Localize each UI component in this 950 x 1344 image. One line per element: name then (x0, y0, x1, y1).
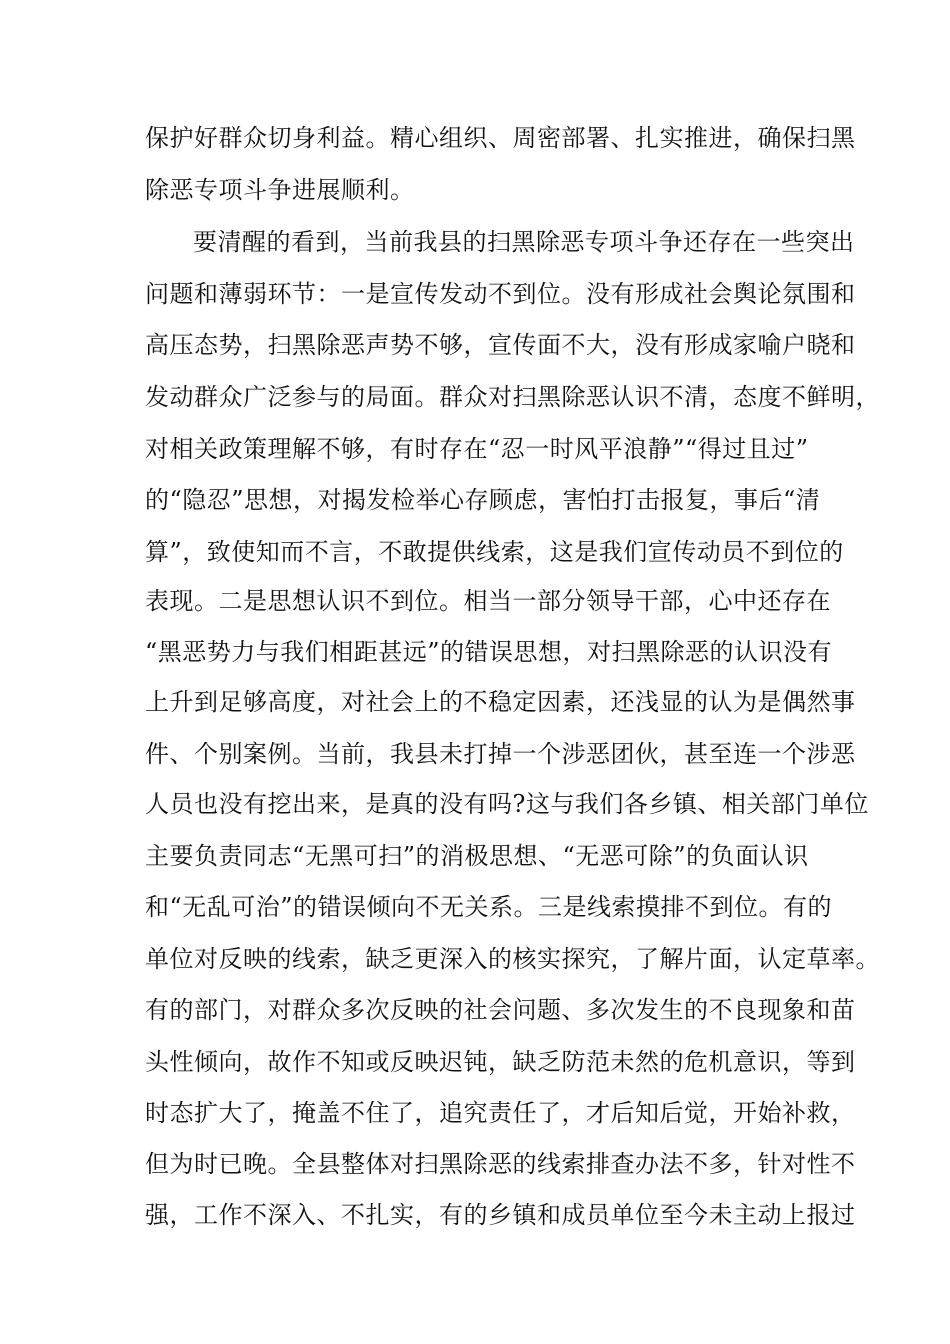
text-line: 时态扩大了，掩盖不住了，追究责任了，才后知后觉，开始补救， (145, 1099, 856, 1127)
text-line: 强，工作不深入、不扎实，有的乡镇和成员单位至今未主动上报过 (145, 1201, 856, 1229)
text-line: 上升到足够高度，对社会上的不稳定因素，还浅显的认为是偶然事 (145, 688, 856, 716)
paragraph-start-line: 要清醒的看到，当前我县的扫黑除恶专项斗争还存在一些突出 (193, 228, 855, 256)
text-line: 单位对反映的线索，缺乏更深入的核实探究，了解片面，认定草率。 (145, 945, 880, 973)
text-line: 算”，致使知而不言，不敢提供线索，这是我们宣传动员不到位的 (145, 538, 844, 566)
text-line: 发动群众广泛参与的局面。群众对扫黑除恶认识不清，态度不鲜明， (145, 383, 880, 411)
text-line: 问题和薄弱环节：一是宣传发动不到位。没有形成社会舆论氛围和 (145, 280, 856, 308)
text-line: 但为时已晚。全县整体对扫黑除恶的线索排查办法不多，针对性不 (145, 1150, 856, 1178)
text-line: 表现。二是思想认识不到位。相当一部分领导干部，心中还存在 (145, 587, 831, 615)
text-line: 高压态势，扫黑除恶声势不够，宣传面不大，没有形成家喻户晓和 (145, 331, 856, 359)
text-line: 头性倾向，故作不知或反映迟钝，缺乏防范未然的危机意识，等到 (145, 1048, 856, 1076)
text-line: 件、个别案例。当前，我县未打掉一个涉恶团伙，甚至连一个涉恶 (145, 740, 856, 768)
text-line: 除恶专项斗争进展顺利。 (145, 176, 415, 204)
text-line: 人员也没有挖出来，是真的没有吗?这与我们各乡镇、相关部门单位 (145, 790, 869, 818)
text-line: 的“隐忍”思想，对揭发检举心存顾虑，害怕打击报复，事后“清 (145, 486, 821, 514)
text-line: 保护好群众切身利益。精心组织、周密部署、扎实推进，确保扫黑 (145, 124, 856, 152)
text-line: 和“无乱可治”的错误倾向不无关系。三是线索摸排不到位。有的 (145, 893, 833, 921)
text-line: 对相关政策理解不够，有时存在“忍一时风平浪静”“得过且过” (145, 435, 809, 463)
text-line: 有的部门，对群众多次反映的社会问题、多次发生的不良现象和苗 (145, 996, 856, 1024)
text-line: “黑恶势力与我们相距甚远”的错误思想，对扫黑除恶的认识没有 (145, 638, 833, 666)
text-line: 主要负责同志“无黑可扫”的消极思想、“无恶可除”的负面认识 (145, 842, 809, 870)
